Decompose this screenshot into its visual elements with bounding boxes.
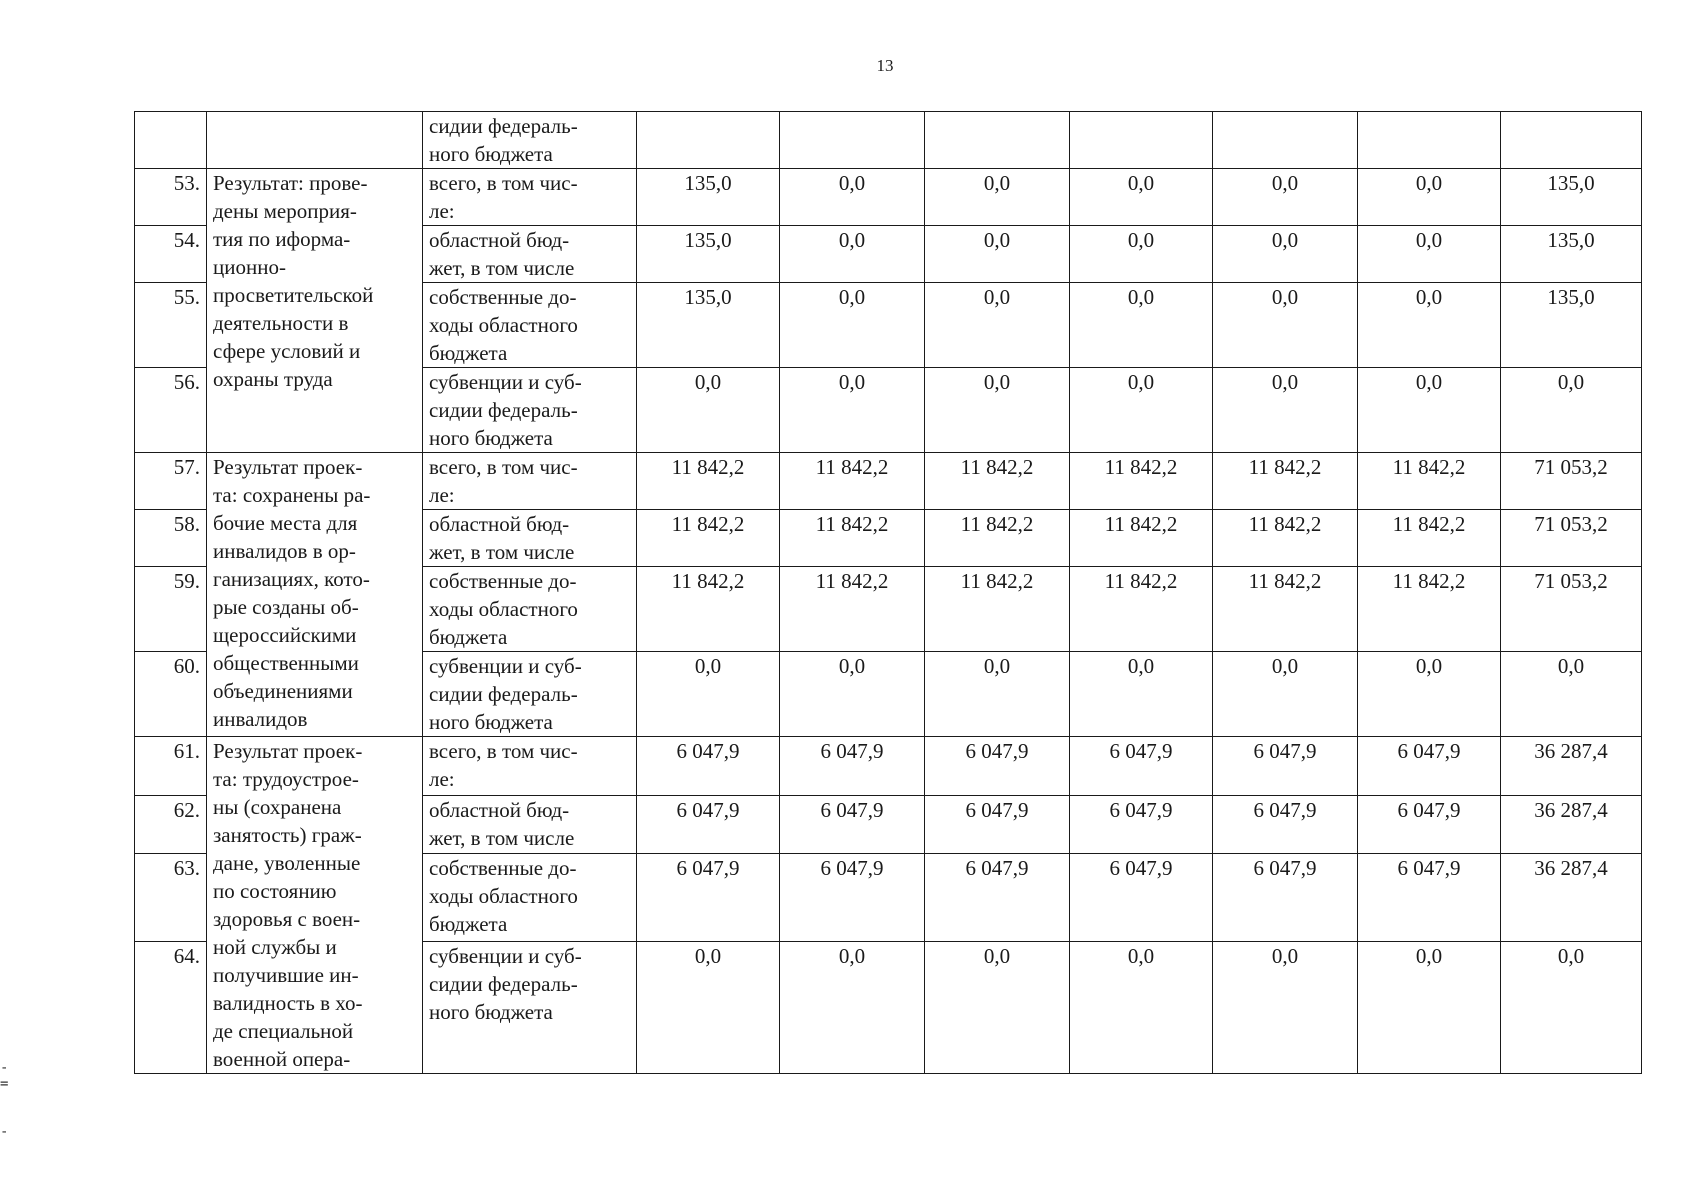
year-value: 6 047,9 — [637, 795, 780, 854]
year-value: 6 047,9 — [780, 854, 925, 942]
year-value: 11 842,2 — [1070, 567, 1213, 652]
year-value: 6 047,9 — [1070, 795, 1213, 854]
year-value: 0,0 — [1358, 368, 1501, 453]
year-value: 0,0 — [1213, 283, 1358, 368]
total-value: 135,0 — [1501, 169, 1642, 226]
year-value: 0,0 — [1358, 169, 1501, 226]
year-value: 6 047,9 — [925, 795, 1070, 854]
funding-source: областной бюд- жет, в том числе — [423, 795, 637, 854]
year-value: 11 842,2 — [1213, 567, 1358, 652]
year-value: 11 842,2 — [1213, 510, 1358, 567]
year-value: 0,0 — [780, 652, 925, 737]
year-value: 11 842,2 — [925, 453, 1070, 510]
year-value: 0,0 — [1358, 652, 1501, 737]
table-row — [135, 112, 1642, 169]
row-number: 61. — [135, 737, 207, 796]
row-number: 57. — [135, 453, 207, 510]
funding-source: областной бюд- жет, в том числе — [423, 226, 637, 283]
year-value — [1070, 112, 1213, 169]
funding-source: всего, в том чис- ле: — [423, 169, 637, 226]
year-value: 0,0 — [1070, 226, 1213, 283]
year-value: 6 047,9 — [1213, 854, 1358, 942]
total-value: 0,0 — [1501, 652, 1642, 737]
year-value: 6 047,9 — [780, 795, 925, 854]
row-number: 59. — [135, 567, 207, 652]
total-value: 71 053,2 — [1501, 567, 1642, 652]
funding-source: всего, в том чис- ле: — [423, 737, 637, 796]
year-value: 0,0 — [1070, 652, 1213, 737]
year-value: 0,0 — [780, 942, 925, 1074]
year-value: 11 842,2 — [925, 510, 1070, 567]
year-value: 6 047,9 — [1213, 737, 1358, 796]
total-value: 36 287,4 — [1501, 737, 1642, 796]
year-value: 11 842,2 — [637, 510, 780, 567]
year-value: 6 047,9 — [1070, 737, 1213, 796]
total-value: 71 053,2 — [1501, 453, 1642, 510]
year-value: 6 047,9 — [637, 737, 780, 796]
year-value: 0,0 — [1070, 169, 1213, 226]
year-value: 11 842,2 — [1358, 510, 1501, 567]
budget-table — [134, 111, 1642, 1074]
year-value: 6 047,9 — [925, 737, 1070, 796]
year-value: 0,0 — [1213, 169, 1358, 226]
funding-source: субвенции и суб- сидии федераль- ного бюджета — [423, 652, 637, 737]
year-value: 6 047,9 — [925, 854, 1070, 942]
result-description: Результат: прове- дены мероприя- тия по иформа- ционно- просветительской деятельности в сфере условий и охраны труда — [207, 169, 423, 453]
table-row — [135, 737, 1642, 796]
year-value: 0,0 — [637, 942, 780, 1074]
year-value: 6 047,9 — [1070, 854, 1213, 942]
year-value: 11 842,2 — [780, 567, 925, 652]
year-value — [637, 112, 780, 169]
year-value: 0,0 — [1070, 368, 1213, 453]
table-row — [135, 169, 1642, 226]
year-value: 0,0 — [1070, 942, 1213, 1074]
year-value: 0,0 — [1213, 942, 1358, 1074]
row-number — [135, 112, 207, 169]
funding-source: всего, в том чис- ле: — [423, 453, 637, 510]
funding-source: сидии федераль- ного бюджета — [423, 112, 637, 169]
total-value: 71 053,2 — [1501, 510, 1642, 567]
year-value: 6 047,9 — [1358, 854, 1501, 942]
year-value: 0,0 — [780, 368, 925, 453]
year-value: 11 842,2 — [637, 567, 780, 652]
year-value: 0,0 — [1213, 368, 1358, 453]
row-number: 56. — [135, 368, 207, 453]
row-number: 63. — [135, 854, 207, 942]
funding-source: субвенции и суб- сидии федераль- ного бюджета — [423, 368, 637, 453]
row-number: 54. — [135, 226, 207, 283]
year-value: 0,0 — [1070, 283, 1213, 368]
year-value: 11 842,2 — [1358, 453, 1501, 510]
result-description — [207, 112, 423, 169]
year-value: 135,0 — [637, 283, 780, 368]
year-value: 11 842,2 — [1070, 510, 1213, 567]
year-value: 6 047,9 — [780, 737, 925, 796]
year-value: 6 047,9 — [1358, 795, 1501, 854]
result-description: Результат проек- та: сохранены ра- бочие места для инвалидов в ор- ганизациях, кото- рые созданы об- щероссийскими общественными объединениями инвалидов — [207, 453, 423, 737]
year-value: 0,0 — [925, 226, 1070, 283]
total-value: 135,0 — [1501, 226, 1642, 283]
total-value: 36 287,4 — [1501, 795, 1642, 854]
year-value: 0,0 — [1213, 226, 1358, 283]
table-row — [135, 453, 1642, 510]
year-value: 11 842,2 — [1070, 453, 1213, 510]
year-value — [780, 112, 925, 169]
funding-source: субвенции и суб- сидии федераль- ного бюджета — [423, 942, 637, 1074]
year-value: 0,0 — [925, 368, 1070, 453]
year-value: 0,0 — [1358, 942, 1501, 1074]
year-value — [925, 112, 1070, 169]
year-value: 0,0 — [1358, 283, 1501, 368]
table-body — [135, 112, 1642, 1074]
year-value: 11 842,2 — [1213, 453, 1358, 510]
row-number: 55. — [135, 283, 207, 368]
row-number: 53. — [135, 169, 207, 226]
year-value: 0,0 — [925, 169, 1070, 226]
row-number: 64. — [135, 942, 207, 1074]
total-value: 135,0 — [1501, 283, 1642, 368]
year-value: 11 842,2 — [780, 453, 925, 510]
total-value: 36 287,4 — [1501, 854, 1642, 942]
year-value: 135,0 — [637, 169, 780, 226]
funding-source: собственные до- ходы областного бюджета — [423, 283, 637, 368]
year-value: 6 047,9 — [1358, 737, 1501, 796]
result-description: Результат проек- та: трудоустрое- ны (сохранена занятость) граж- дане, уволенные по состоянию здоровья с воен- ной службы и получившие ин- валидность в хо- де специальной военной опера- — [207, 737, 423, 1074]
total-value: 0,0 — [1501, 368, 1642, 453]
year-value: 0,0 — [925, 283, 1070, 368]
year-value: 0,0 — [925, 942, 1070, 1074]
row-number: 60. — [135, 652, 207, 737]
year-value: 0,0 — [925, 652, 1070, 737]
total-value: 0,0 — [1501, 942, 1642, 1074]
year-value: 11 842,2 — [637, 453, 780, 510]
year-value: 0,0 — [1358, 226, 1501, 283]
year-value — [1213, 112, 1358, 169]
year-value: 6 047,9 — [637, 854, 780, 942]
year-value: 0,0 — [637, 652, 780, 737]
year-value: 0,0 — [637, 368, 780, 453]
funding-source: областной бюд- жет, в том числе — [423, 510, 637, 567]
year-value: 0,0 — [1213, 652, 1358, 737]
year-value: 11 842,2 — [780, 510, 925, 567]
page-number: 13 — [876, 56, 894, 75]
funding-source: собственные до- ходы областного бюджета — [423, 567, 637, 652]
row-number: 62. — [135, 795, 207, 854]
year-value — [1358, 112, 1501, 169]
row-number: 58. — [135, 510, 207, 567]
margin-marks: - = - — [0, 1060, 9, 1140]
funding-source: собственные до- ходы областного бюджета — [423, 854, 637, 942]
year-value: 0,0 — [780, 169, 925, 226]
total-value — [1501, 112, 1642, 169]
year-value: 11 842,2 — [1358, 567, 1501, 652]
year-value: 135,0 — [637, 226, 780, 283]
year-value: 6 047,9 — [1213, 795, 1358, 854]
year-value: 0,0 — [780, 226, 925, 283]
year-value: 0,0 — [780, 283, 925, 368]
year-value: 11 842,2 — [925, 567, 1070, 652]
